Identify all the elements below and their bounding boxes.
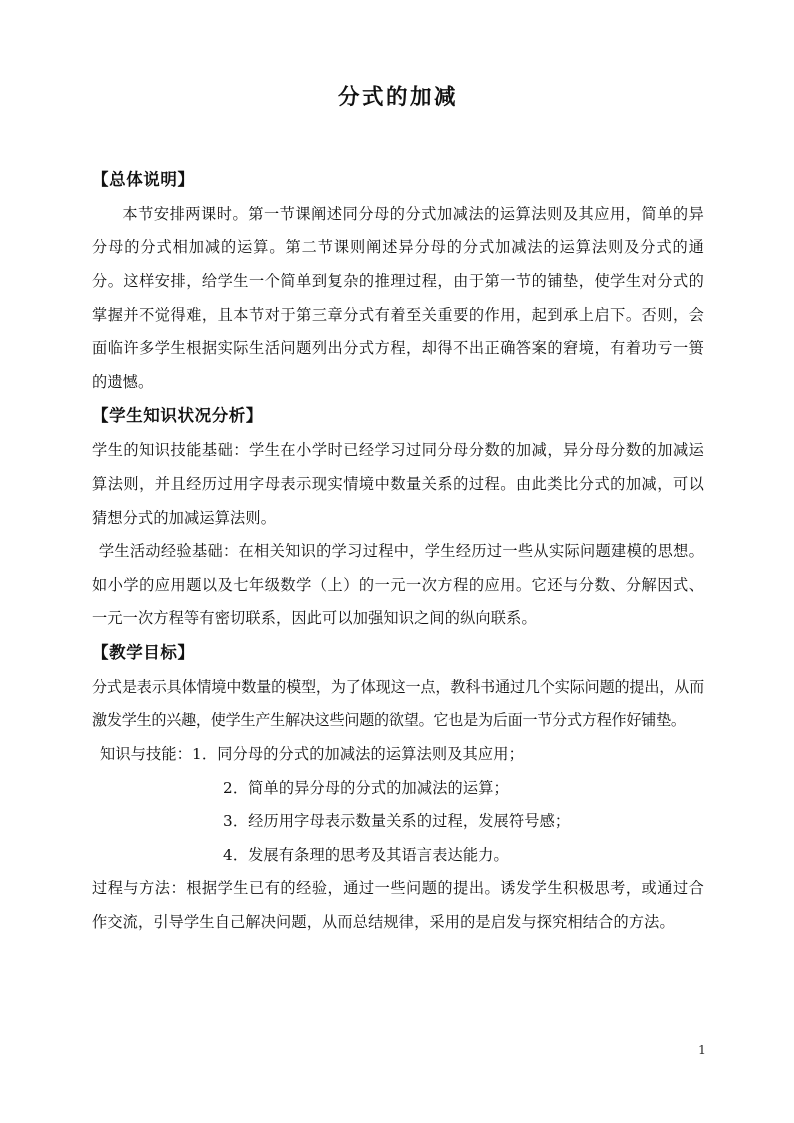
goal-text-3: 经历用字母表示数量关系的过程，发展符号感；	[248, 812, 571, 831]
goal-text-4: 发展有条理的思考及其语言表达能力。	[248, 845, 509, 864]
list-item	[92, 772, 704, 806]
goal-number-2: 2．	[223, 778, 249, 797]
paragraph-knowledge-skill-basis: 学生的知识技能基础：学生在小学时已经学习过同分母分数的加减，异分母分数的加减运算法则，并且经历过用字母表示现实情境中数量关系的过程。由此类比分式的加减，可以猜想分式的加减运算法则。	[92, 441, 704, 527]
page-number: 1	[698, 1042, 706, 1057]
page-title: 分式的加减	[337, 85, 458, 110]
goal-number-1: 1．	[192, 745, 218, 764]
list-item	[92, 805, 704, 839]
goals-label: 知识与技能：	[100, 745, 193, 764]
section-heading-overall-description: 【总体说明】	[92, 169, 195, 189]
paragraph-activity-experience-basis: 学生活动经验基础：在相关知识的学习过程中，学生经历过一些从实际问题建模的思想。如小学的应用题以及七年级数学（上）的一元一次方程的应用。它还与分数、分解因式、一元一次方程等有密切联系，因此可以加强知识之间的纵向联系。	[92, 542, 704, 628]
document-content	[92, 84, 704, 940]
paragraph-overall-description: 本节安排两课时。第一节课阐述同分母的分式加减法的运算法则及其应用，简单的异分母的分式相加减的运算。第二节课则阐述异分母的分式加减法的运算法则及分式的通分。这样安排，给学生一个简单到复杂的推理过程，由于第一节的铺垫，使学生对分式的掌握并不觉得难，且本节对于第三章分式有着至关重要的作用，起到承上启下。否则，会面临许多学生根据实际生活问题列出分式方程，却得不出正确答案的窘境，有着功亏一篑的遗憾。	[92, 204, 704, 391]
goal-text-2: 简单的异分母的分式的加减法的运算；	[248, 778, 509, 797]
list-item	[92, 839, 704, 873]
goal-number-3: 3．	[223, 812, 249, 831]
section-student-knowledge-analysis	[92, 404, 704, 635]
section-heading-teaching-objectives: 【教学目标】	[92, 642, 195, 662]
list-item	[92, 738, 704, 772]
section-heading-student-knowledge-analysis: 【学生知识状况分析】	[92, 406, 263, 426]
paragraph-process-and-methods: 过程与方法：根据学生已有的经验，通过一些问题的提出。诱发学生积极思考，或通过合作交流，引导学生自己解决问题，从而总结规律，采用的是启发与探究相结合的方法。	[92, 879, 704, 931]
paragraph-teaching-objectives-intro: 分式是表示具体情境中数量的模型，为了体现这一点，教科书通过几个实际问题的提出，从而激发学生的兴趣，使学生产生解决这些问题的欲望。它也是为后面一节分式方程作好铺垫。	[92, 677, 704, 730]
section-teaching-objectives	[92, 641, 704, 940]
goal-list	[92, 738, 704, 872]
goal-text-1: 同分母的分式的加减法的运算法则及其应用；	[217, 745, 524, 764]
section-overall-description	[92, 168, 704, 399]
goal-number-4: 4．	[223, 845, 249, 864]
